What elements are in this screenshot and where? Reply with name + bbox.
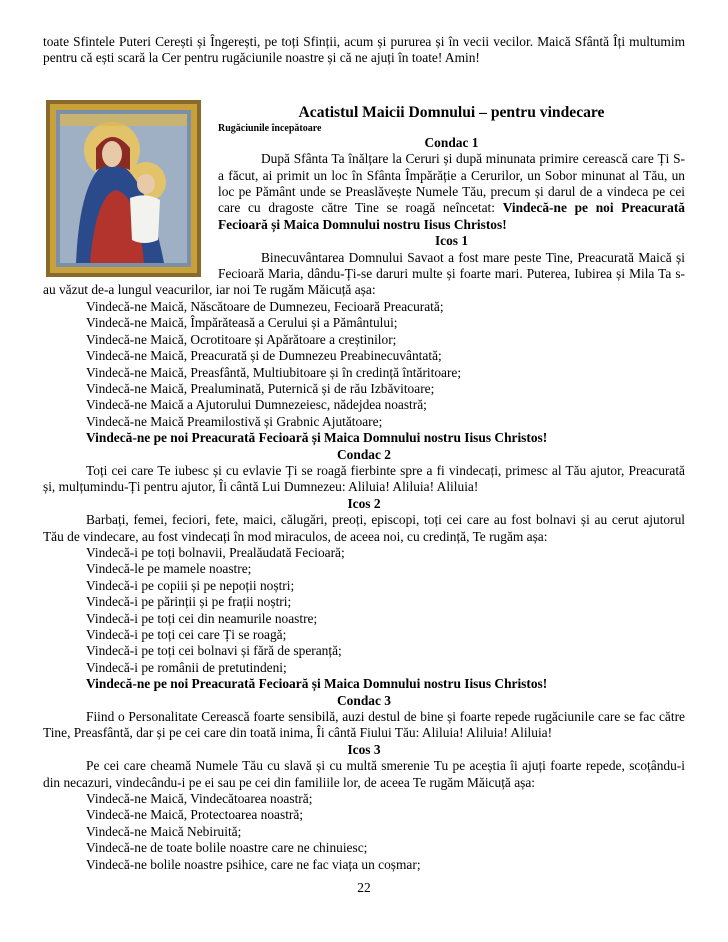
list-item: Vindecă-ne Maică Preamilostivă și Grabnic Ajutătoare;	[86, 413, 383, 429]
acatist-title: Acatistul Maicii Domnului – pentru vindecare	[298, 103, 605, 121]
list-item: Vindecă-ne Maică a Ajutorului Dumnezeiesc, nădejdea noastră;	[86, 397, 427, 413]
list-item: Vindecă-ne Maică, Preasfântă, Multiubitoare și în credință întăritoare;	[86, 364, 462, 380]
list-item: Vindecă-ne Maică, Născătoare de Dumnezeu, Fecioară Preacurată;	[86, 298, 444, 314]
list-item: Vindecă-i pe toți cei din neamurile noastre;	[86, 610, 318, 626]
icos-2-heading: Icos 2	[347, 495, 381, 511]
section-subtitle: Rugăciunile începătoare	[218, 122, 322, 134]
list-item: Vindecă-ne Maică, Preacurată și de Dumnezeu Preabinecuvântată;	[86, 348, 442, 364]
refrain: Vindecă-ne pe noi Preacurată Fecioară și Maica Domnului nostru Iisus Christos!	[218, 200, 685, 232]
list-item: Vindecă-ne Maică, Vindecătoarea noastră;	[86, 791, 313, 807]
acatist-section	[43, 104, 685, 315]
list-item: Vindecă-i pe copiii și pe nepoții noștri;	[86, 577, 295, 593]
list-item: Vindecă-ne Maică, Protectoarea noastră;	[86, 807, 304, 823]
icos-1-heading: Icos 1	[434, 233, 469, 249]
condac-3-text: Fiind o Personalitate Cerească foarte sensibilă, auzi destul de bine și foarte repede rugăciunile care se fac către Tine, Preasfântă, dar și pe cei care din toată inima, Îi cântă Fiului Tău: Aliluia! Aliluia! Aliluia!	[43, 709, 685, 741]
list-item: Vindecă-ne Maică, Prealuminată, Puternică și de rău Izbăvitoare;	[86, 380, 435, 396]
condac-2-heading: Condac 2	[337, 446, 391, 462]
page-number: 22	[357, 880, 371, 895]
virgin-mary-icon	[46, 100, 201, 277]
intro-paragraph: toate Sfintele Puteri Cerești și Îngerești, pe toți Sfinții, acum și pururea și în vecii vecilor. Maică Sfântă Îți multumim pentru că ești scară la Cer pentru rugăciunile noastre și că ne ajuți în toate! Amin!	[43, 34, 685, 66]
icos-3-text: Pe cei care cheamă Numele Tău cu slavă și cu multă smerenie Tu pe aceștia îi ajuți foarte repede, scoțându-i din necazuri, vindecându-i pe ei sau pe cei din familiile lor, de aceea Te rugăm Măicuță așa:	[43, 758, 685, 790]
list-item: Vindecă-ne de toate bolile noastre care ne chinuiesc;	[86, 840, 368, 856]
list-item: Vindecă-ne Maică Nebiruită;	[86, 823, 242, 839]
condac-1-heading: Condac 1	[424, 134, 479, 150]
list-item: Vindecă-i pe românii de pretutindeni;	[86, 659, 287, 675]
document-page	[43, 34, 685, 873]
list-item: Vindecă-ne Maică, Ocrotitoare și Apărătoare a creștinilor;	[86, 331, 397, 347]
condac-3-heading: Condac 3	[337, 692, 391, 708]
list-item: Vindecă-i pe toți cei bolnavi și fără de speranță;	[86, 643, 342, 659]
icos-3-heading: Icos 3	[347, 741, 381, 757]
list-item: Vindecă-i pe părinții și pe frații noștri;	[86, 594, 292, 610]
icos-1-text: Binecuvântarea Domnului Savaot a fost mare peste Tine, Preacurată Maică și Fecioară Maria, dându-Ți-se daruri multe și foarte mari. Puterea, Iubirea și Mila Ta s-au văzut de-a lungul veacurilor, iar noi Te rugăm Măicuță așa:	[43, 249, 685, 298]
list-item: Vindecă-ne Maică, Împărăteasă a Cerului și a Pământului;	[86, 315, 398, 331]
list-item: Vindecă-i pe toți bolnavii, Prealăudată Fecioară;	[86, 544, 345, 560]
list-item: Vindecă-i pe toți cei care Ți se roagă;	[86, 627, 287, 642]
list-item: Vindecă-le pe mamele noastre;	[86, 561, 252, 577]
icos-2-text: Barbați, femei, feciori, fete, maici, călugări, preoți, episcopi, toți cei care au fost bolnavi și au cerut ajutorul Tău de vindecare, au fost vindecați în mod miraculos, de aceea noi, cu credință, Te rugăm așa:	[43, 512, 685, 544]
condac-1-body: După Sfânta Ta înălțare la Ceruri și după minunata primire cerească care Ți S-a făcut, ai primit un loc în Sfânta Împărăție a Cerurilor, un Sobor minunat al Tău, un loc pe Pământ unde se Preaslăvește Numele Tău, precum și darul de a vindeca pe cei care cu dragoste către Tine se roagă neîncetat:	[218, 151, 685, 216]
refrain: Vindecă-ne pe noi Preacurată Fecioară și Maica Domnului nostru Iisus Christos!	[86, 430, 548, 446]
condac-2-text: Toți cei care Te iubesc și cu evlavie Ți se roagă fierbinte spre a fi vindecați, primesc al Tău ajutor, Preacurată și, mulțumindu-Ți pentru ajutor, Îi cântă Lui Dumnezeu: Aliluia! Aliluia! Aliluia!	[43, 462, 685, 495]
refrain: Vindecă-ne pe noi Preacurată Fecioară și Maica Domnului nostru Iisus Christos!	[86, 676, 548, 692]
icon-image	[46, 100, 201, 277]
list-item: Vindecă-ne bolile noastre psihice, care ne fac viața un coșmar;	[86, 856, 421, 872]
